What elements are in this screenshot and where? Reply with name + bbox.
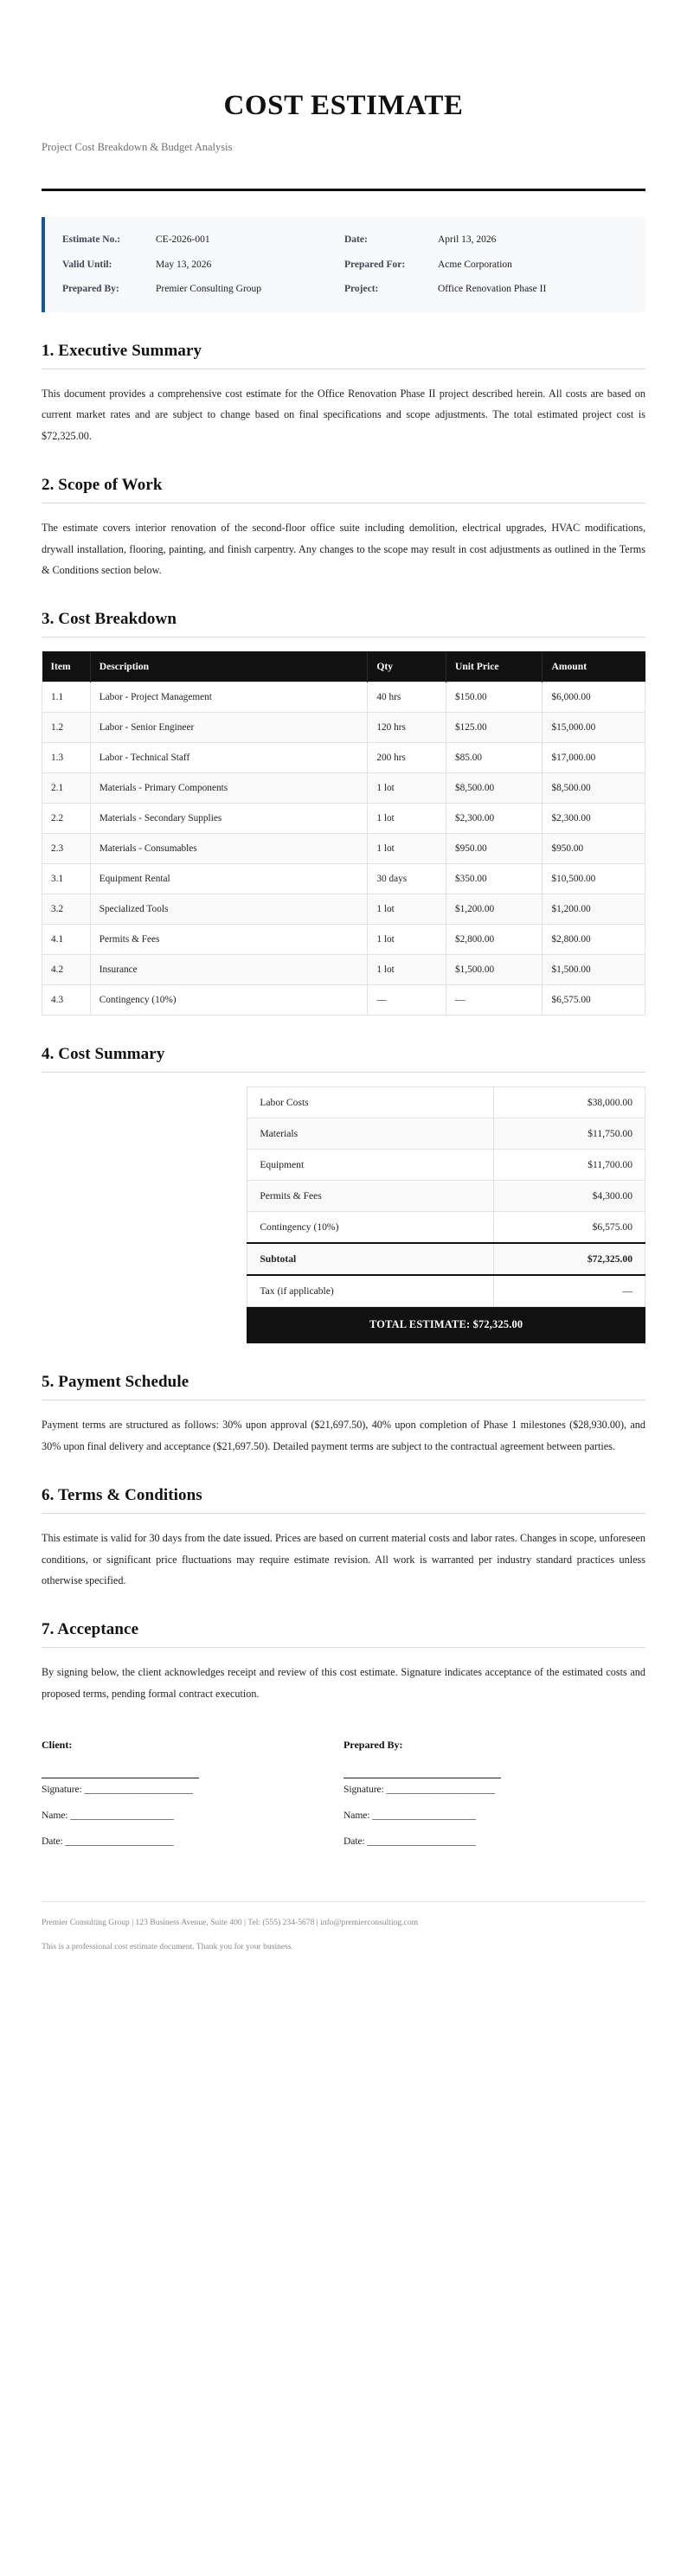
section-divider [42, 1513, 645, 1514]
cell-unit-price: — [446, 985, 543, 1016]
meta-value: Office Renovation Phase II [438, 284, 547, 295]
meta-row-date [344, 233, 626, 247]
cell-qty: 1 lot [368, 834, 446, 864]
section-heading: 3. Cost Breakdown [42, 610, 177, 629]
meta-value: April 13, 2026 [438, 234, 497, 245]
cell-unit-price: $8,500.00 [446, 773, 543, 804]
summary-subtotal-row [247, 1243, 645, 1275]
cell-amount: $2,800.00 [543, 925, 645, 955]
cell-item: 2.2 [42, 804, 91, 834]
meta-value: May 13, 2026 [156, 259, 212, 270]
summary-tax-row [247, 1275, 645, 1307]
section-divider [42, 368, 645, 369]
section-cost-breakdown [42, 610, 645, 1016]
cell-unit-price: $1,500.00 [446, 955, 543, 985]
summary-label: Contingency (10%) [247, 1212, 494, 1244]
meta-row-prepared-for [344, 258, 626, 272]
summary-row [247, 1212, 645, 1244]
summary-label: Permits & Fees [247, 1181, 494, 1212]
cell-description: Materials - Primary Components [90, 773, 368, 804]
cell-qty: 120 hrs [368, 713, 446, 743]
meta-value: Premier Consulting Group [156, 284, 262, 295]
meta-row-project [344, 282, 626, 297]
cell-unit-price: $85.00 [446, 743, 543, 773]
section-heading: 1. Executive Summary [42, 342, 202, 361]
meta-value: CE-2026-001 [156, 234, 210, 245]
signature-heading-prepared-by: Prepared By: [344, 1739, 403, 1752]
document-subtitle: Project Cost Breakdown & Budget Analysis [42, 141, 233, 153]
summary-label: Materials [247, 1118, 494, 1150]
table-row [42, 682, 645, 713]
cell-item: 3.1 [42, 864, 91, 894]
column-header-item: Item [42, 651, 91, 682]
summary-value: $4,300.00 [494, 1181, 645, 1212]
cell-amount: $6,000.00 [543, 682, 645, 713]
signature-field-prepared-by[interactable]: Signature: ______________________ [344, 1784, 495, 1796]
cell-unit-price: $1,200.00 [446, 894, 543, 925]
name-field-client[interactable]: Name: _____________________ [42, 1810, 174, 1822]
section-divider [42, 637, 645, 638]
cost-summary-wrapper [42, 1086, 645, 1343]
cell-qty: 1 lot [368, 773, 446, 804]
cell-item: 1.1 [42, 682, 91, 713]
cell-item: 2.1 [42, 773, 91, 804]
table-row [42, 955, 645, 985]
cell-description: Labor - Project Management [90, 682, 368, 713]
section-heading: 5. Payment Schedule [42, 1373, 189, 1392]
section-executive-summary [42, 342, 645, 446]
cost-summary-table [247, 1086, 645, 1343]
cell-qty: — [368, 985, 446, 1016]
document-header [42, 45, 645, 191]
cell-qty: 30 days [368, 864, 446, 894]
estimate-meta-box [42, 217, 645, 312]
cost-table-header [42, 651, 645, 682]
meta-label: Project: [344, 284, 379, 295]
section-acceptance [42, 1620, 645, 1862]
meta-row-estimate-no [62, 233, 344, 247]
cell-description: Insurance [90, 955, 368, 985]
signature-heading-client: Client: [42, 1739, 73, 1752]
column-header-amount: Amount [543, 651, 645, 682]
cell-amount: $1,200.00 [543, 894, 645, 925]
summary-value: $6,575.00 [494, 1212, 645, 1244]
meta-column-right [344, 233, 626, 297]
cell-amount: $15,000.00 [543, 713, 645, 743]
cell-description: Materials - Secondary Supplies [90, 804, 368, 834]
cell-description: Contingency (10%) [90, 985, 368, 1016]
summary-subtotal-value: $72,325.00 [494, 1243, 645, 1275]
page-title: COST ESTIMATE [223, 90, 464, 121]
meta-row-valid-until [62, 258, 344, 272]
table-row [42, 804, 645, 834]
cell-qty: 1 lot [368, 955, 446, 985]
cell-description: Equipment Rental [90, 864, 368, 894]
cell-qty: 1 lot [368, 804, 446, 834]
cell-item: 4.1 [42, 925, 91, 955]
table-row [42, 743, 645, 773]
table-row [42, 864, 645, 894]
column-header-description: Description [90, 651, 368, 682]
footer-contact: Premier Consulting Group | 123 Business Avenue, Suite 400 | Tel: (555) 234-5678 | info@premierconsulting.com [42, 1918, 419, 1928]
cell-amount: $2,300.00 [543, 804, 645, 834]
table-row [42, 985, 645, 1016]
table-header-row [42, 651, 645, 682]
section-heading: 6. Terms & Conditions [42, 1486, 202, 1505]
summary-tax-label: Tax (if applicable) [247, 1275, 494, 1307]
summary-total-row [247, 1307, 645, 1343]
summary-label: Equipment [247, 1150, 494, 1181]
date-field-prepared-by[interactable]: Date: ______________________ [344, 1836, 476, 1848]
table-row [42, 925, 645, 955]
summary-row [247, 1118, 645, 1150]
cell-unit-price: $950.00 [446, 834, 543, 864]
cell-description: Labor - Senior Engineer [90, 713, 368, 743]
cell-unit-price: $125.00 [446, 713, 543, 743]
section-body: Payment terms are structured as follows: 30% upon approval ($21,697.50), 40% upon completion of Phase 1 milestones ($28,930.00), and 30% upon final delivery and acceptance ($21,697.50). Detailed payment terms are subject to the contractual agreement between parties. [42, 1419, 645, 1452]
meta-row-prepared-by [62, 282, 344, 297]
signature-block-prepared-by [344, 1739, 645, 1862]
section-body: This document provides a comprehensive cost estimate for the Office Renovation Phase II project described herein. All costs are based on current market rates and are subject to change based on final specifications and scope adjustments. The total estimated project cost is $72,325.00. [42, 388, 645, 442]
table-row [42, 894, 645, 925]
cell-amount: $10,500.00 [543, 864, 645, 894]
cell-amount: $17,000.00 [543, 743, 645, 773]
section-divider [42, 1647, 645, 1648]
section-scope-of-work [42, 476, 645, 580]
cell-description: Labor - Technical Staff [90, 743, 368, 773]
header-divider [42, 189, 645, 191]
summary-total-value: TOTAL ESTIMATE: $72,325.00 [247, 1307, 645, 1343]
section-heading: 4. Cost Summary [42, 1045, 165, 1064]
document-footer [42, 1901, 645, 1953]
cell-unit-price: $150.00 [446, 682, 543, 713]
signature-field-client[interactable]: Signature: ______________________ [42, 1784, 193, 1796]
cell-amount: $1,500.00 [543, 955, 645, 985]
cell-amount: $950.00 [543, 834, 645, 864]
cost-breakdown-table [42, 651, 645, 1016]
cell-item: 4.3 [42, 985, 91, 1016]
cell-qty: 40 hrs [368, 682, 446, 713]
meta-column-left [62, 233, 344, 297]
cell-item: 1.3 [42, 743, 91, 773]
cell-qty: 1 lot [368, 894, 446, 925]
section-heading: 2. Scope of Work [42, 476, 163, 495]
summary-tax-value: — [494, 1275, 645, 1307]
cell-description: Specialized Tools [90, 894, 368, 925]
summary-label: Labor Costs [247, 1087, 494, 1118]
cell-qty: 200 hrs [368, 743, 446, 773]
summary-value: $38,000.00 [494, 1087, 645, 1118]
column-header-qty: Qty [368, 651, 446, 682]
summary-row [247, 1181, 645, 1212]
cell-description: Permits & Fees [90, 925, 368, 955]
cell-unit-price: $2,300.00 [446, 804, 543, 834]
section-divider [42, 1072, 645, 1073]
section-body: By signing below, the client acknowledges receipt and review of this cost estimate. Signature indicates acceptance of the estimated costs and proposed terms, pending formal contract execution. [42, 1666, 645, 1700]
summary-value: $11,700.00 [494, 1150, 645, 1181]
summary-value: $11,750.00 [494, 1118, 645, 1150]
cell-unit-price: $2,800.00 [446, 925, 543, 955]
cell-description: Materials - Consumables [90, 834, 368, 864]
cell-amount: $6,575.00 [543, 985, 645, 1016]
column-header-unit-price: Unit Price [446, 651, 543, 682]
footer-note: This is a professional cost estimate document. Thank you for your business. [42, 1941, 294, 1951]
cell-item: 1.2 [42, 713, 91, 743]
date-field-client[interactable]: Date: ______________________ [42, 1836, 174, 1848]
summary-row [247, 1087, 645, 1118]
summary-subtotal-label: Subtotal [247, 1243, 494, 1275]
section-cost-summary [42, 1045, 645, 1343]
section-heading: 7. Acceptance [42, 1620, 139, 1639]
cell-qty: 1 lot [368, 925, 446, 955]
signature-area [42, 1739, 645, 1862]
table-row [42, 713, 645, 743]
section-body: The estimate covers interior renovation of the second-floor office suite including demolition, electrical upgrades, HVAC modifications, drywall installation, flooring, painting, and finish carpentry. Any changes to the scope may result in cost adjustments as outlined in the Terms & Conditions section below. [42, 522, 645, 577]
table-row [42, 834, 645, 864]
cell-item: 4.2 [42, 955, 91, 985]
section-body: This estimate is valid for 30 days from the date issued. Prices are based on current material costs and labor rates. Changes in scope, unforeseen conditions, or significant price fluctuations may require estimate revision. All work is warranted per industry standard practices unless otherwise specified. [42, 1532, 645, 1587]
cell-item: 2.3 [42, 834, 91, 864]
cell-item: 3.2 [42, 894, 91, 925]
summary-row [247, 1150, 645, 1181]
name-field-prepared-by[interactable]: Name: _____________________ [344, 1810, 476, 1822]
meta-value: Acme Corporation [438, 259, 512, 270]
cell-unit-price: $350.00 [446, 864, 543, 894]
table-row [42, 773, 645, 804]
cost-table-body [42, 682, 645, 1016]
section-terms-conditions [42, 1486, 645, 1591]
cell-amount: $8,500.00 [543, 773, 645, 804]
summary-table-body [247, 1087, 645, 1343]
meta-label: Date: [344, 234, 368, 245]
meta-label: Prepared For: [344, 259, 406, 270]
section-payment-schedule [42, 1373, 645, 1457]
signature-block-client [42, 1739, 344, 1862]
meta-label: Estimate No.: [62, 234, 121, 245]
meta-label: Prepared By: [62, 284, 119, 295]
meta-label: Valid Until: [62, 259, 112, 270]
